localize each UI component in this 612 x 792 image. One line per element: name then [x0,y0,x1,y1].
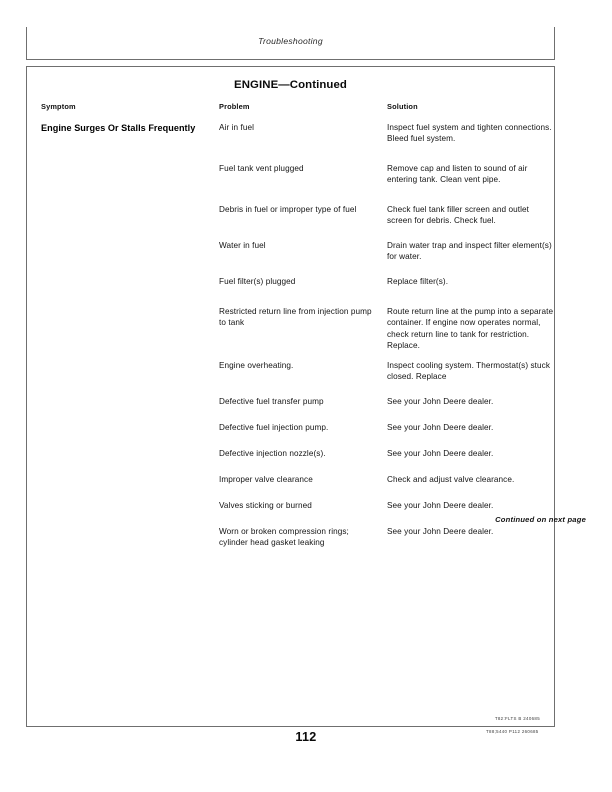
problem-cell: Engine overheating. [219,361,294,370]
problem-cell: Debris in fuel or improper type of fuel [219,205,357,214]
solution-cell: Inspect fuel system and tighten connections. Bleed fuel system. [387,123,552,144]
column-header-problem: Problem [219,102,250,111]
continued-on-next-page-note: Continued on next page [495,515,586,524]
problem-cell: Fuel filter(s) plugged [219,277,296,286]
solution-cell: See your John Deere dealer. [387,449,494,458]
troubleshooting-table [41,102,554,586]
solution-cell: Inspect cooling system. Thermostat(s) stuck closed. Replace [387,361,550,382]
page-number: 112 [295,730,317,744]
solution-cell: See your John Deere dealer. [387,501,494,510]
solution-cell: Replace filter(s). [387,277,449,286]
symptom-cell: Engine Surges Or Stalls Frequently [41,123,196,133]
solution-cell: Remove cap and listen to sound of air entering tank. Clean vent pipe. [387,164,528,185]
problem-cell: Improper valve clearance [219,475,313,484]
solution-cell: See your John Deere dealer. [387,423,494,432]
running-head-title: Troubleshooting [258,36,323,46]
problem-cell: Worn or broken compression rings; cylinder head gasket leaking [219,527,349,548]
problem-cell: Defective fuel injection pump. [219,423,329,432]
problem-cell: Restricted return line from injection pump to tank [219,307,372,328]
solution-cell: Check fuel tank filler screen and outlet screen for debris. Check fuel. [387,205,530,226]
solution-cell: Route return line at the pump into a separate container. If engine now operates normal, check return line to tank for restriction. Replace. [387,307,554,351]
table-body [41,122,554,586]
problem-cell: Defective injection nozzle(s). [219,449,326,458]
solution-cell: See your John Deere dealer. [387,397,494,406]
problem-cell: Water in fuel [219,241,266,250]
content-box [26,66,555,727]
solution-cell: Drain water trap and inspect filter element(s) for water. [387,241,552,262]
solution-cell: See your John Deere dealer. [387,527,494,536]
problem-cell: Valves sticking or burned [219,501,312,510]
section-title: ENGINE—Continued [234,79,347,91]
form-code-below: T88;5440 P112 260685 [486,729,539,734]
problem-cell: Air in fuel [219,123,255,132]
problem-cell: Fuel tank vent plugged [219,164,304,173]
problem-cell: Defective fuel transfer pump [219,397,324,406]
table-header-row [41,102,541,120]
solution-cell: Check and adjust valve clearance. [387,475,515,484]
form-code-inside: T82:FLTS B 240685 [494,716,540,721]
running-head-box [26,27,555,60]
column-header-solution: Solution [387,102,418,111]
column-header-symptom: Symptom [41,102,76,111]
